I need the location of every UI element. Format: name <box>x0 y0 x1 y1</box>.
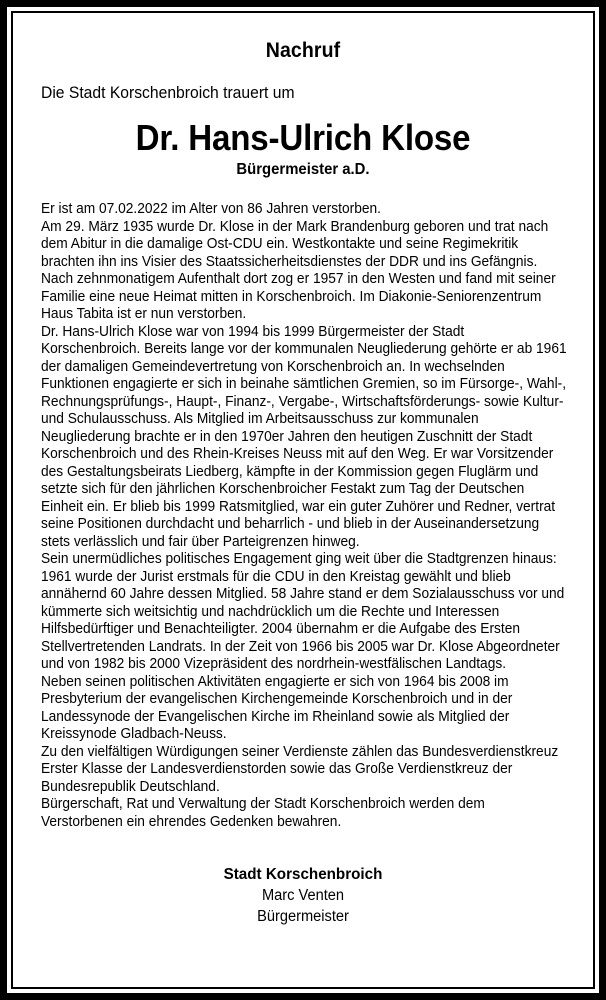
body-paragraph: Am 29. März 1935 wurde Dr. Klose in der Mark Brandenburg geboren und trat nach dem Abitur in die damalige Ost-CDU ein. Westkontakte und seine Regimekritik brachten ihn ins Visier des Staatssicherheitsdienstes der DDR und ins Gefängnis. Nach zehnmonatigem Aufenthalt dort zog er 1957 in den Westen und fand mit seiner Familie eine neue Heimat mitten in Korschenbroich. Im Diakonie-Seniorenzentrum Haus Tabita ist er nun verstorben. <box>41 218 556 323</box>
body-paragraph: Sein unermüdliches politisches Engagement ging weit über die Stadtgrenzen hinaus: 1961 wurde der Jurist erstmals für die CDU in den Kreistag gewählt und blieb annähernd 60 Jahre dessen Mitglied. 58 Jahre stand er dem Sozialausschuss vor und kümmerte sich weitsichtig und nachdrücklich um die Rechte und Interessen Hilfsbedürftiger und Benachteiligter. 2004 übernahm er die Aufgabe des Ersten Stellvertretenden Landrats. In der Zeit von 1966 bis 2005 war Dr. Klose Abgeordneter und von 1982 bis 2000 Vizepräsident des nordrhein-westfälischen Landtags. <box>41 551 565 673</box>
deceased-role: Bürgermeister a.D. <box>236 161 370 179</box>
obituary-inner-frame <box>11 11 595 989</box>
signature-organization: Stadt Korschenbroich <box>223 866 383 884</box>
mourning-line: Die Stadt Korschenbroich trauert um <box>41 84 295 103</box>
body-paragraph: Dr. Hans-Ulrich Klose war von 1994 bis 1999 Bürgermeister der Stadt Korschenbroich. Bereits lange vor der kommunalen Neugliederung gehörte er ab 1961 der damaligen Gemeindevertretung von Korschenbroich an. In wechselnden Funktionen engagierte er sich in beinahe sämtlichen Gremien, so im Fürsorge-, Wahl-, Rechnungsprüfungs-, Haupt-, Finanz-, Vergabe-, Wirtschaftsförderungs- sowie Kultur- und Schulausschuss. Als Mitglied im Arbeitsausschuss zur kommunalen Neugliederung brachte er in den 1970er Jahren den heutigen Zuschnitt der Stadt Korschenbroich und des Rhein-Kreises Neuss mit auf den Weg. Er war Vorsitzender des Gestaltungsbeirats Liedberg, kämpfte in der Kommission gegen Fluglärm und setzte sich für den jährlichen Korschenbroicher Festakt zum Tag der Deutschen Einheit ein. Er blieb bis 1999 Ratsmitglied, war ein guter Zuhörer und Redner, vertrat seine Positionen durchdacht und beharrlich - und blieb in der Auseinandersetzung stets verlässlich und fair über Parteigrenzen hinweg. <box>41 323 567 550</box>
body-paragraph: Neben seinen politischen Aktivitäten engagierte er sich von 1964 bis 2008 im Presbyterium der evangelischen Kirchengemeinde Korschenbroich und in der Landessynode der Evangelischen Kirche im Rheinland sowie als Mitglied der Kreissynode Gladbach-Neuss. <box>41 673 513 743</box>
signature-person-name: Marc Venten <box>261 887 345 905</box>
obituary-body <box>41 201 567 831</box>
body-paragraph: Er ist am 07.02.2022 im Alter von 86 Jahren verstorben. <box>41 201 381 218</box>
signature-person-role: Bürgermeister <box>257 908 349 926</box>
body-paragraph: Zu den vielfältigen Würdigungen seiner Verdienste zählen das Bundesverdienstkreuz Erster Klasse der Landesverdienstorden sowie das Große Verdienstkreuz der Bundesrepublik Deutschland. <box>41 743 559 795</box>
signature-block <box>46 864 561 927</box>
deceased-name: Dr. Hans-Ulrich Klose <box>135 116 471 158</box>
notice-title: Nachruf <box>265 39 341 62</box>
body-paragraph: Bürgerschaft, Rat und Verwaltung der Stadt Korschenbroich werden dem Verstorbenen ein ehrendes Gedenken bewahren. <box>41 796 485 830</box>
